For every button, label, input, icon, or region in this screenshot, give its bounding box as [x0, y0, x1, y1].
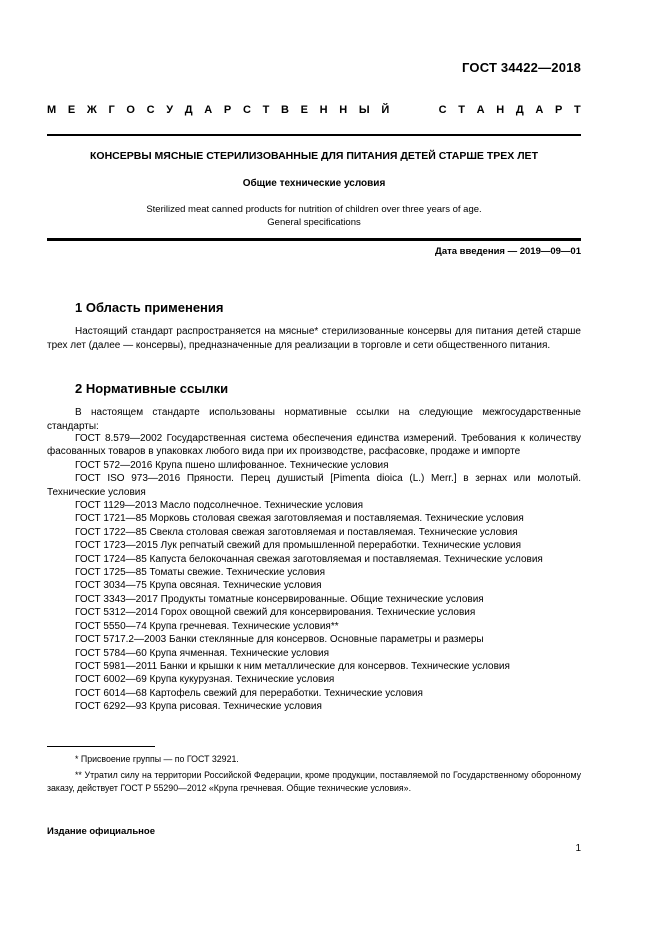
reference-item: ГОСТ 8.579—2002 Государственная система обеспечения единства измерений. Требования к количеству фасованных товаров в упаковках любого вида при их производстве, расфасовке, продаже и импорте	[47, 433, 581, 458]
scope-paragraph	[47, 325, 581, 352]
section-heading-references: 2 Нормативные ссылки	[75, 381, 229, 396]
top-divider	[47, 134, 581, 136]
interstate-standard-label	[47, 104, 581, 116]
letter: С	[242, 104, 251, 116]
reference-item: ГОСТ 1723—2015 Лук репчатый свежий для промышленной переработки. Технические условия	[75, 540, 522, 552]
letter: Р	[554, 104, 563, 116]
reference-item: ГОСТ ISO 973—2016 Пряности. Перец душистый [Pimenta dioica (L.) Merr.] в зернах или молотый. Технические условия	[47, 473, 581, 498]
reference-item: ГОСТ 5981—2011 Банки и крышки к ним металлические для консервов. Технические условия	[75, 660, 510, 672]
document-title: КОНСЕРВЫ МЯСНЫЕ СТЕРИЛИЗОВАННЫЕ ДЛЯ ПИТАНИЯ ДЕТЕЙ СТАРШЕ ТРЕХ ЛЕТ	[90, 150, 538, 162]
letter: М	[47, 104, 57, 116]
scope-text: Настоящий стандарт распространяется на мясные* стерилизованные консервы для питания детей старше трех лет (далее — консервы), предназначенные для реализации в торговле и сети общественного питания.	[47, 326, 581, 351]
reference-item: ГОСТ 1724—85 Капуста белокочанная свежая заготовляемая и поставляемая. Технические условия	[75, 553, 543, 565]
letter: Т	[262, 104, 270, 116]
reference-item: ГОСТ 3343—2017 Продукты томатные консервированные. Общие технические условия	[75, 593, 484, 605]
reference-item: ГОСТ 1725—85 Томаты свежие. Технические условия	[75, 567, 326, 579]
letter: О	[126, 104, 135, 116]
footnote-divider	[47, 746, 155, 747]
reference-item: ГОСТ 572—2016 Крупа пшено шлифованное. Технические условия	[75, 459, 389, 471]
footnote-2: ** Утратил силу на территории Российской Федерации, кроме продукции, поставляемой по Государственному оборонному заказу, действует ГОСТ Р 55290—2012 «Крупа гречневая. Общие технические условия».	[47, 770, 581, 793]
bottom-divider	[47, 238, 581, 241]
letter: Ж	[86, 104, 97, 116]
english-title-line: Sterilized meat canned products for nutrition of children over three years of age.	[146, 204, 482, 215]
reference-item: ГОСТ 5550—74 Крупа гречневая. Технические условия**	[75, 620, 339, 632]
letter: Н	[496, 104, 505, 116]
reference-item: ГОСТ 5312—2014 Горох овощной свежий для консервирования. Технические условия	[75, 607, 476, 619]
page-number: 1	[575, 843, 581, 854]
reference-item: ГОСТ 3034—75 Крупа овсяная. Технические условия	[75, 580, 322, 592]
letter: Д	[515, 104, 524, 116]
word-gap	[401, 104, 427, 116]
letter: Т	[574, 104, 581, 116]
references-intro-text: В настоящем стандарте использованы нормативные ссылки на следующие межгосударственные стандарты:	[47, 407, 581, 432]
introduction-date: Дата введения — 2019—09—01	[435, 246, 581, 257]
reference-item: ГОСТ 1721—85 Морковь столовая свежая заготовляемая и поставляемая. Технические условия	[75, 513, 524, 525]
letter: С	[146, 104, 155, 116]
letter: Е	[67, 104, 76, 116]
standard-number: ГОСТ 34422—2018	[462, 60, 581, 75]
letter: А	[476, 104, 485, 116]
reference-item: ГОСТ 1129—2013 Масло подсолнечное. Технические условия	[75, 500, 364, 512]
document-subtitle: Общие технические условия	[242, 178, 386, 189]
reference-item: ГОСТ 6014—68 Картофель свежий для переработки. Технические условия	[75, 687, 423, 699]
letter: Г	[108, 104, 115, 116]
reference-item: ГОСТ 6292—93 Крупа рисовая. Технические условия	[75, 701, 322, 713]
references-list	[47, 432, 581, 714]
references-intro	[47, 406, 581, 433]
letter: Р	[223, 104, 232, 116]
reference-item: ГОСТ 5784—60 Крупа ячменная. Технические условия	[75, 647, 330, 659]
section-heading-scope: 1 Область применения	[75, 300, 224, 315]
letter: А	[204, 104, 213, 116]
letter: Т	[458, 104, 465, 116]
letter: А	[535, 104, 544, 116]
letter: У	[166, 104, 174, 116]
letter: В	[280, 104, 289, 116]
reference-item: ГОСТ 1722—85 Свекла столовая свежая заготовляемая и поставляемая. Технические условия	[75, 526, 518, 538]
english-title	[47, 203, 581, 229]
official-edition-label: Издание официальное	[47, 826, 155, 837]
reference-item: ГОСТ 6002—69 Крупа кукурузная. Технические условия	[75, 674, 335, 686]
letter: Й	[381, 104, 390, 116]
letter: Н	[339, 104, 348, 116]
letter: С	[438, 104, 447, 116]
letter: Е	[300, 104, 308, 116]
letter: Д	[184, 104, 193, 116]
footnote-1: * Присвоение группы — по ГОСТ 32921.	[75, 754, 239, 764]
letter: Ы	[358, 104, 370, 116]
english-title-line: General specifications	[267, 217, 361, 228]
letter: Н	[319, 104, 328, 116]
reference-item: ГОСТ 5717.2—2003 Банки стеклянные для консервов. Основные параметры и размеры	[75, 634, 484, 646]
